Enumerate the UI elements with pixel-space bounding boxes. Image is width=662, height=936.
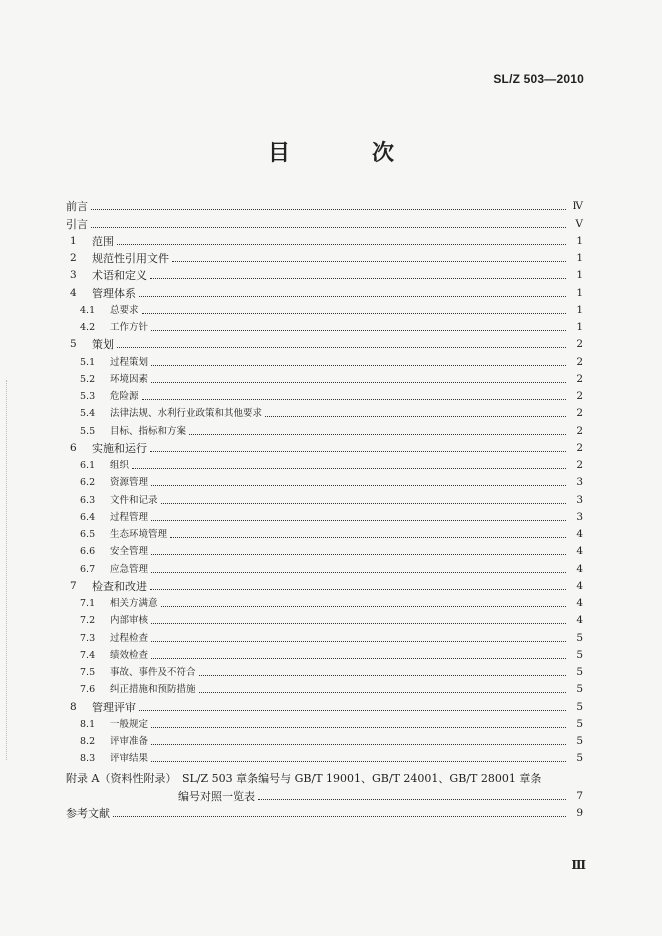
- toc-entry[interactable]: [66, 196, 583, 213]
- toc-entry-page: 2: [576, 390, 583, 402]
- dot-leader: [91, 208, 566, 210]
- toc-entry-label: 组织: [110, 460, 130, 471]
- toc-entry-page: 1: [576, 286, 583, 299]
- toc-entry[interactable]: [66, 248, 583, 265]
- toc-entry-page: 5: [576, 752, 583, 765]
- toc-entry[interactable]: [66, 645, 583, 662]
- toc-entry-page: 2: [576, 441, 583, 454]
- toc-entry-label: 生态环境管理: [110, 529, 168, 540]
- toc-entry[interactable]: [66, 679, 583, 696]
- dot-leader: [139, 709, 566, 711]
- dot-leader: [151, 657, 566, 659]
- toc-entry-label: 检查和改进: [92, 579, 147, 593]
- toc-entry-number: 5.1: [80, 356, 96, 368]
- page-title: 目 次: [267, 141, 424, 166]
- toc-entry-number: 6.3: [80, 494, 96, 506]
- toc-entry-page: 9: [576, 807, 583, 820]
- toc-entry[interactable]: [66, 731, 583, 748]
- toc-entry-page: 1: [576, 303, 583, 316]
- page-number: Ⅲ: [571, 858, 586, 872]
- toc-entry-label: 总要求: [110, 304, 139, 316]
- dot-leader: [199, 674, 566, 676]
- toc-entry-page: 5: [576, 648, 583, 661]
- toc-entry-number: 5.5: [80, 425, 96, 437]
- toc-entry-label: 一般规定: [110, 718, 149, 730]
- toc-entry-page: 3: [576, 493, 583, 506]
- toc-appendix-title: 附录 A（资料性附录） SL/Z 503 章条编号与 GB/T 19001、GB/T 24001、GB/T 28001 章条: [66, 772, 542, 786]
- dot-leader: [132, 467, 566, 469]
- dot-leader: [151, 571, 566, 573]
- dot-leader: [151, 743, 566, 745]
- toc-entry-number: 6.6: [80, 546, 96, 558]
- toc-entry-page: 4: [576, 614, 583, 627]
- toc-entry[interactable]: [66, 610, 583, 627]
- toc-entry-label: 目标、指标和方案: [110, 425, 187, 437]
- toc-entry[interactable]: [66, 748, 583, 765]
- toc-entry-number: 2: [70, 252, 77, 264]
- toc-references-label: 参考文献: [66, 807, 110, 821]
- toc-entry-page: Ⅴ: [575, 217, 583, 230]
- toc-entry-label: 资源管理: [110, 477, 149, 489]
- toc-entry-label: 过程管理: [110, 511, 149, 523]
- toc-entry[interactable]: [66, 438, 583, 455]
- dot-leader: [142, 312, 566, 314]
- table-of-contents: [66, 196, 583, 820]
- toc-entry-number: 7.5: [80, 667, 96, 678]
- toc-references-entry[interactable]: [66, 803, 583, 820]
- toc-entry-page: 4: [576, 545, 583, 558]
- toc-entry-page: 4: [576, 597, 583, 609]
- toc-entry-number: 6.2: [80, 477, 96, 489]
- dot-leader: [151, 364, 566, 366]
- toc-appendix-entry[interactable]: [66, 765, 583, 785]
- dot-leader: [142, 398, 566, 400]
- toc-entry-page: 2: [576, 459, 583, 471]
- dot-leader: [113, 815, 566, 817]
- toc-entry-number: 8.3: [80, 753, 96, 765]
- toc-entry-number: 7.3: [80, 632, 96, 644]
- toc-entry[interactable]: [66, 231, 583, 248]
- toc-entry-number: 7.2: [80, 615, 96, 627]
- dot-leader: [150, 588, 566, 590]
- toc-entry[interactable]: [66, 282, 583, 299]
- dot-leader: [151, 484, 566, 486]
- toc-entry-label: 过程检查: [110, 632, 149, 644]
- toc-entry-page: 4: [576, 528, 583, 540]
- toc-entry-label: 纠正措施和预防措施: [110, 684, 196, 696]
- dot-leader: [161, 502, 566, 504]
- dot-leader: [117, 346, 566, 348]
- toc-entry-label: 管理评审: [92, 700, 136, 714]
- toc-entry-label: 内部审核: [110, 615, 149, 627]
- toc-entry-page: 2: [576, 407, 583, 420]
- toc-entry[interactable]: [66, 265, 583, 282]
- toc-entry-page: 2: [576, 424, 583, 437]
- toc-entry-label: 引言: [66, 217, 88, 231]
- toc-entry-label: 术语和定义: [92, 269, 147, 283]
- toc-entry-label: 危险源: [110, 391, 139, 402]
- toc-entry-number: 6.7: [80, 563, 96, 575]
- toc-entry-number: 7.4: [80, 649, 96, 661]
- dot-leader: [161, 605, 566, 607]
- toc-entry-label: 规范性引用文件: [92, 252, 169, 265]
- toc-entry-label: 评审结果: [110, 753, 149, 765]
- standard-code: SL/Z 503—2010: [493, 72, 584, 86]
- dot-leader: [151, 381, 566, 383]
- toc-entry-label: 应急管理: [110, 563, 149, 575]
- toc-entry[interactable]: [66, 472, 583, 489]
- dot-leader: [151, 519, 566, 521]
- toc-entry-number: 6.5: [80, 529, 96, 540]
- toc-entry[interactable]: [66, 696, 583, 713]
- toc-entry-number: 8.2: [80, 736, 96, 747]
- toc-entry-page: 2: [576, 372, 583, 385]
- toc-entry[interactable]: [66, 714, 583, 731]
- toc-entry-label: 前言: [66, 200, 88, 214]
- toc-entry-page: 5: [576, 717, 583, 730]
- dot-leader: [139, 295, 566, 297]
- toc-entry[interactable]: [66, 593, 583, 610]
- toc-entry-label: 文件和记录: [110, 494, 158, 506]
- toc-entry[interactable]: [66, 507, 583, 524]
- toc-entry-page: 3: [576, 476, 583, 489]
- dot-leader: [150, 277, 566, 279]
- toc-entry-label: 过程策划: [110, 356, 149, 368]
- toc-entry-number: 5.4: [80, 408, 96, 420]
- dot-leader: [151, 726, 566, 728]
- toc-entry-page: 5: [576, 666, 583, 678]
- dot-leader: [189, 433, 566, 435]
- toc-entry[interactable]: [66, 369, 583, 386]
- toc-entry-page: 1: [576, 234, 583, 247]
- toc-appendix-title-cont: 编号对照一览表: [178, 790, 255, 804]
- dot-leader: [151, 622, 566, 624]
- toc-entry-page: Ⅳ: [572, 200, 583, 213]
- toc-entry-number: 7.6: [80, 684, 96, 696]
- toc-entry[interactable]: [66, 334, 583, 351]
- dot-leader: [151, 329, 566, 331]
- toc-entry-number: 7: [70, 579, 77, 592]
- toc-entry-label: 范围: [92, 234, 114, 248]
- toc-entry[interactable]: [66, 455, 583, 472]
- toc-entry-number: 6.4: [80, 511, 96, 523]
- toc-entry-label: 环境因素: [110, 373, 149, 385]
- toc-entry-label: 绩效检查: [110, 649, 149, 661]
- dot-leader: [258, 798, 566, 800]
- toc-entry-label: 实施和运行: [92, 441, 147, 455]
- toc-entry-number: 8: [70, 700, 77, 713]
- toc-entry-page: 5: [576, 631, 583, 644]
- dot-leader: [170, 536, 566, 538]
- toc-entry-label: 法律法规、水利行业政策和其他要求: [110, 408, 263, 420]
- toc-entry-page: 2: [576, 338, 583, 351]
- toc-entry-number: 4: [70, 286, 77, 299]
- toc-entry[interactable]: [66, 662, 583, 679]
- toc-entry-page: 7: [576, 790, 583, 803]
- dot-leader: [172, 260, 566, 262]
- toc-entry-number: 5.2: [80, 373, 96, 385]
- toc-entry-number: 7.1: [80, 598, 96, 609]
- toc-entry-number: 4.2: [80, 322, 96, 333]
- dot-leader: [117, 243, 566, 245]
- toc-entry-label: 评审准备: [110, 736, 149, 747]
- toc-entry[interactable]: [66, 524, 583, 541]
- toc-entry-page: 4: [576, 579, 583, 592]
- toc-entry[interactable]: [66, 351, 583, 368]
- dot-leader: [91, 226, 566, 228]
- toc-entry-page: 2: [576, 355, 583, 368]
- toc-appendix-continuation[interactable]: [66, 785, 583, 803]
- toc-entry-page: 5: [576, 700, 583, 713]
- toc-entry-label: 管理体系: [92, 286, 136, 300]
- toc-entry-label: 事故、事件及不符合: [110, 667, 196, 678]
- toc-entry-page: 4: [576, 562, 583, 575]
- toc-entry-page: 1: [576, 252, 583, 264]
- toc-entry[interactable]: [66, 213, 583, 230]
- toc-entry-page: 5: [576, 735, 583, 747]
- toc-entry-page: 1: [576, 321, 583, 333]
- toc-entry-number: 8.1: [80, 718, 96, 730]
- toc-entry-page: 1: [576, 269, 583, 282]
- toc-entry-page: 5: [576, 683, 583, 696]
- scan-margin-artifact: [6, 380, 9, 760]
- dot-leader: [199, 691, 566, 693]
- toc-entry-number: 3: [70, 269, 77, 282]
- toc-entry-label: 工作方针: [110, 322, 149, 333]
- dot-leader: [151, 553, 566, 555]
- toc-entry[interactable]: [66, 541, 583, 558]
- toc-entry-number: 6.1: [80, 460, 96, 471]
- toc-entry[interactable]: [66, 386, 583, 403]
- toc-entry-label: 相关方满意: [110, 598, 158, 609]
- toc-entry[interactable]: [66, 317, 583, 334]
- dot-leader: [151, 760, 566, 762]
- toc-entry-label: 安全管理: [110, 546, 149, 558]
- toc-entry-number: 6: [70, 441, 77, 454]
- toc-entry[interactable]: [66, 300, 583, 317]
- toc-entry-label: 策划: [92, 338, 114, 352]
- toc-entry-number: 4.1: [80, 304, 96, 316]
- dot-leader: [265, 415, 566, 417]
- toc-entry-number: 1: [70, 234, 77, 247]
- dot-leader: [151, 640, 566, 642]
- toc-entry[interactable]: [66, 558, 583, 575]
- toc-entry-page: 3: [576, 510, 583, 523]
- toc-entry[interactable]: [66, 576, 583, 593]
- toc-entry-number: 5.3: [80, 391, 96, 402]
- toc-entry-number: 5: [70, 338, 77, 351]
- toc-entry[interactable]: [66, 489, 583, 506]
- toc-entry[interactable]: [66, 627, 583, 644]
- toc-entry[interactable]: [66, 420, 583, 437]
- toc-entry[interactable]: [66, 403, 583, 420]
- dot-leader: [150, 450, 566, 452]
